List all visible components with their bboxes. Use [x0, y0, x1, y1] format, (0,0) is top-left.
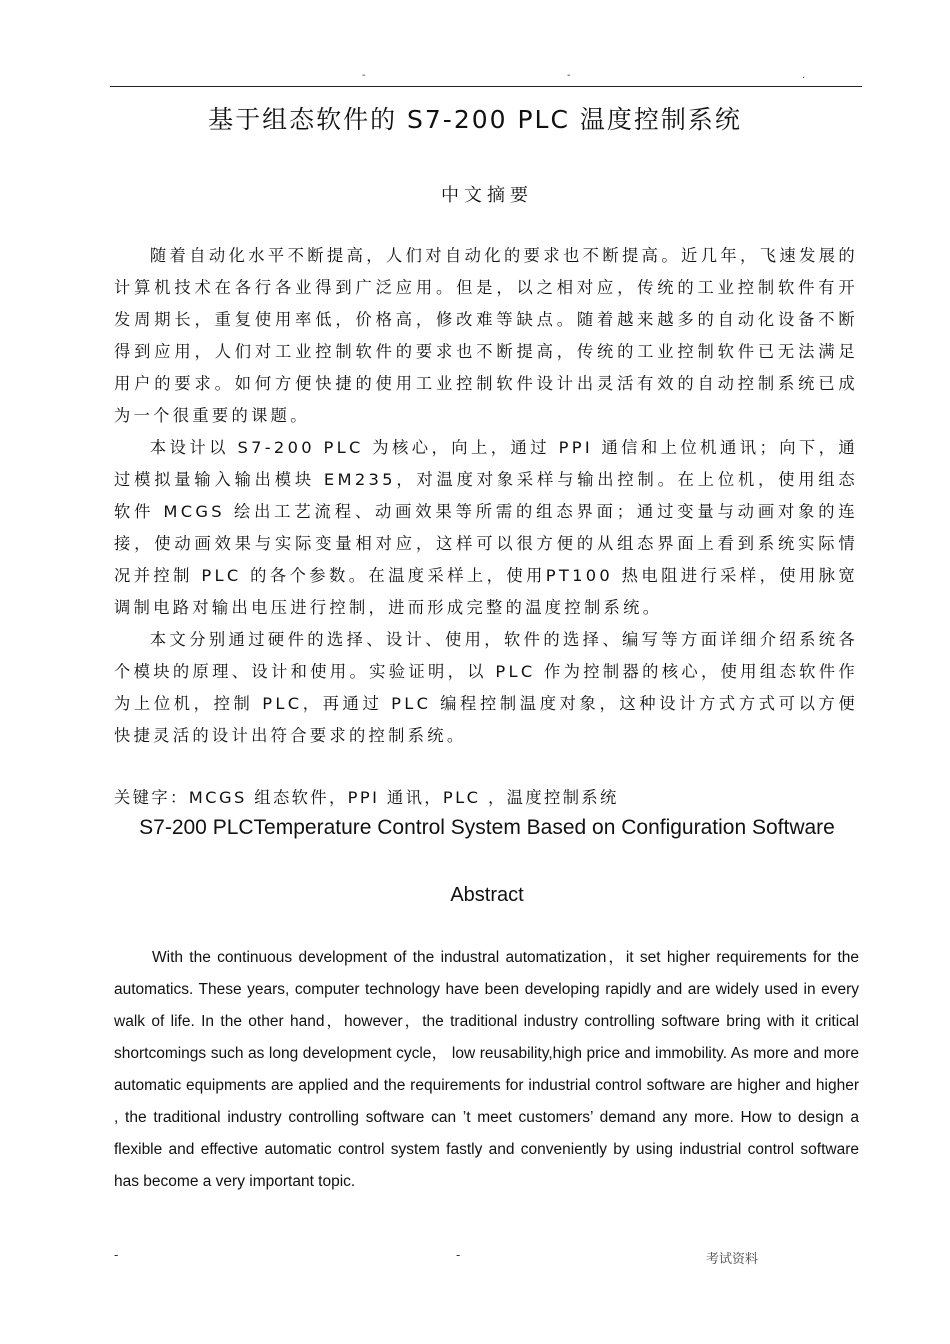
chinese-abstract-heading: 中文摘要 [441, 185, 533, 206]
english-title: S7-200 PLCTemperature Control System Based on Configuration Software [139, 816, 835, 839]
chinese-paragraph: 随着自动化水平不断提高，人们对自动化的要求也不断提高。近几年，飞速发展的计算机技术在各行各业得到广泛应用。但是，以之相对应，传统的工业控制软件有开发周期长，重复使用率低，价格高，修改难等缺点。随着越来越多的自动化设备不断得到应用，人们对工业控制软件的要求也不断提高，传统的工业控制软件已无法满足用户的要求。如何方便快捷的使用工业控制软件设计出灵活有效的自动控制系统已成为一个很重要的课题。 [114, 246, 858, 425]
footer-mark: - [114, 1248, 119, 1262]
chinese-abstract-body [114, 240, 858, 752]
header-mark: - [362, 70, 366, 81]
page-title: 基于组态软件的 S7-200 PLC 温度控制系统 [208, 105, 742, 134]
chinese-paragraph: 本设计以 S7-200 PLC 为核心，向上，通过 PPI 通信和上位机通讯；向下，通过模拟量输入输出模块 EM235，对温度对象采样与输出控制。在上位机，使用组态软件 MCGS 绘出工艺流程、动画效果等所需的组态界面；通过变量与动画对象的连接，使动画效果与实际变量相对应，这样可以很方便的从组态界面上看到系统实际情况并控制 PLC 的各个参数。在温度采样上，使用PT100 热电阻进行采样，使用脉宽调制电路对输出电压进行控制，进而形成完整的温度控制系统。 [114, 438, 858, 617]
footer-label: 考试资料 [706, 1252, 759, 1267]
footer-mark: - [456, 1248, 461, 1262]
header-marks [110, 70, 862, 84]
header-mark: . [802, 70, 806, 81]
header-mark: - [567, 70, 571, 81]
english-abstract-heading: Abstract [450, 884, 524, 906]
english-abstract-body [114, 942, 859, 1198]
english-paragraph: With the continuous development of the industral automatization，it set higher requirements for the automatics. These years, computer technology have been developing rapidly and are widely used in every walk of life. In the other hand，however，the traditional industry controlling software bring with it critical shortcomings such as long development cycle， low reusability,high price and immobility. As more and more automatic equipments are applied and the requirements for industrial control software are higher and higher , the traditional industry controlling software can ’t meet customers’ demand any more. How to design a flexible and effective automatic control system fastly and conveniently by using industrial control software has become a very important topic. [114, 949, 859, 1190]
chinese-paragraph: 本文分别通过硬件的选择、设计、使用，软件的选择、编写等方面详细介绍系统各个模块的原理、设计和使用。实验证明，以 PLC 作为控制器的核心，使用组态软件作为上位机，控制 PLC，再通过 PLC 编程控制温度对象，这种设计方式方式可以方便快捷灵活的设计出符合要求的控制系统。 [114, 630, 858, 745]
header-rule [110, 86, 862, 87]
keywords: 关键字：MCGS 组态软件，PPI 通讯，PLC ，温度控制系统 [114, 788, 619, 807]
page-footer [0, 1248, 950, 1268]
